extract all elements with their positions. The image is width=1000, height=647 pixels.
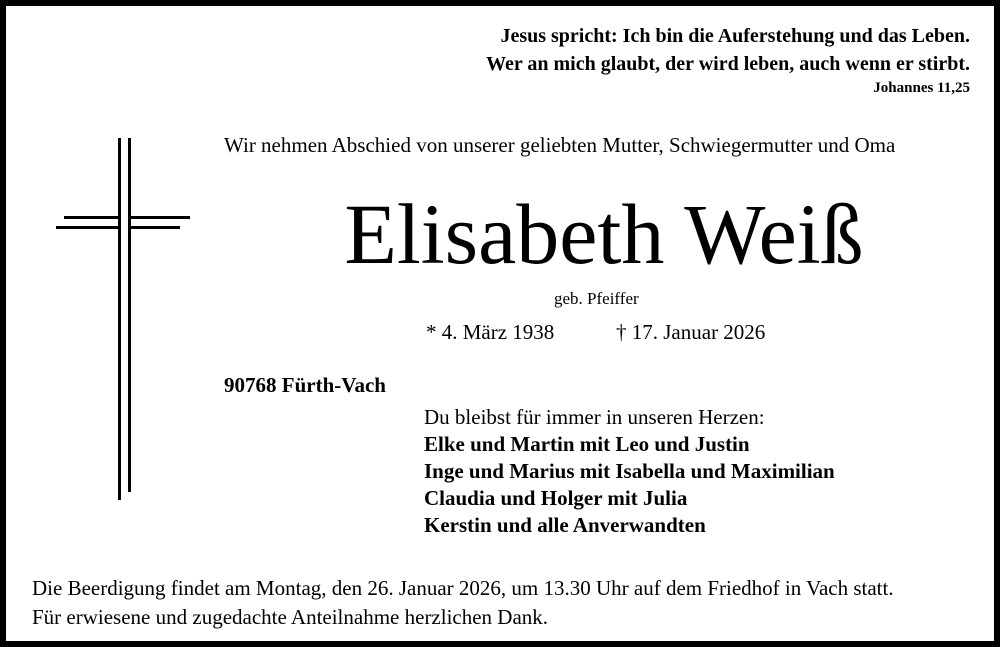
verse-line-1: Jesus spricht: Ich bin die Auferstehung und das Leben. xyxy=(500,25,970,47)
farewell-intro: Wir nehmen Abschied von unserer geliebten Mutter, Schwiegermutter und Oma xyxy=(224,133,896,157)
mourner-entry: Kerstin und alle Anverwandten xyxy=(424,513,706,537)
death-date: † 17. Januar 2026 xyxy=(616,320,766,344)
mourner-entry: Elke und Martin mit Leo und Justin xyxy=(424,432,750,456)
footer-notice xyxy=(32,574,894,632)
mourners-list xyxy=(424,431,835,539)
verse-reference: Johannes 11,25 xyxy=(873,80,970,96)
funeral-info: Die Beerdigung findet am Montag, den 26. Januar 2026, um 13.30 Uhr auf dem Friedhof in Vach statt. xyxy=(32,576,894,600)
bible-verse xyxy=(486,22,970,98)
mourners-intro: Du bleibst für immer in unseren Herzen: xyxy=(424,405,765,429)
mourner-entry: Claudia und Holger mit Julia xyxy=(424,486,688,510)
deceased-name: Elisabeth Weiß xyxy=(344,186,864,282)
birth-date: * 4. März 1938 xyxy=(426,320,555,344)
maiden-name: geb. Pfeiffer xyxy=(554,289,639,308)
verse-line-2: Wer an mich glaubt, der wird leben, auch wenn er stirbt. xyxy=(486,53,970,75)
thanks-line: Für erwiesene und zugedachte Anteilnahme herzlichen Dank. xyxy=(32,605,549,629)
mourner-entry: Inge und Marius mit Isabella und Maximilian xyxy=(424,459,835,483)
life-dates xyxy=(426,318,765,346)
residence: 90768 Fürth-Vach xyxy=(224,373,386,397)
mourners-block xyxy=(424,404,835,539)
